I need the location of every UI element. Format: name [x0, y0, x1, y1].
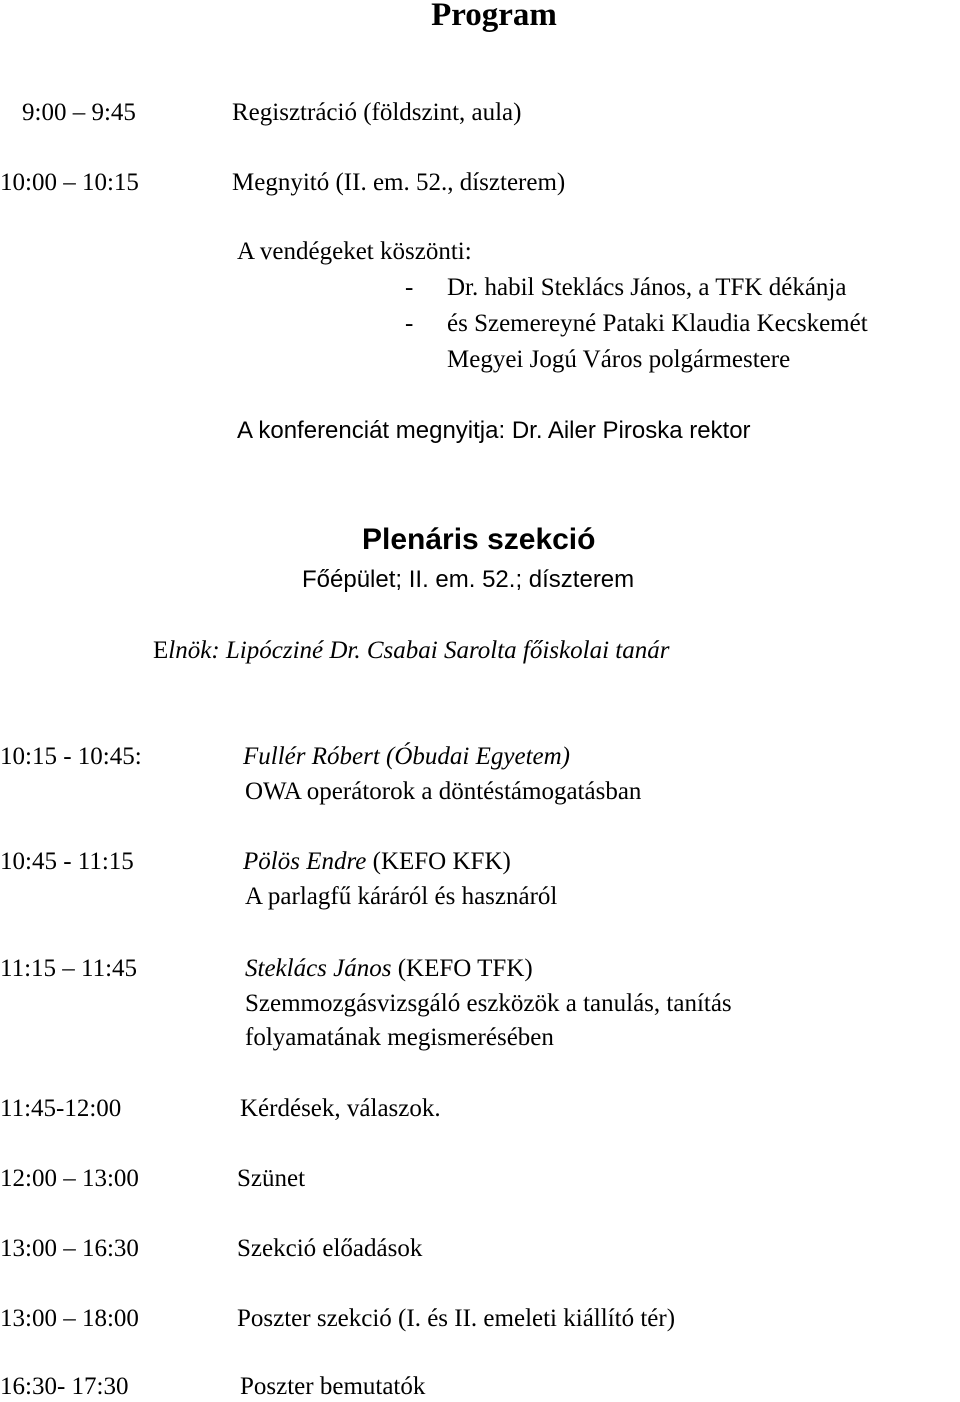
talk-speaker: Fullér Róbert (Óbudai Egyetem) [243, 743, 570, 770]
talk-speaker: Pölös Endre [243, 848, 367, 875]
welcome-intro: A vendégeket köszönti: [237, 238, 472, 265]
welcome-item: és Szemereyné Pataki Klaudia Kecskemét [447, 310, 868, 337]
welcome-item-continuation: Megyei Jogú Város polgármestere [447, 346, 791, 373]
talk-time: 11:15 – 11:45 [0, 955, 138, 982]
plenary-location: Főépület; II. em. 52.; díszterem [302, 566, 635, 593]
page-title: Program [431, 0, 557, 33]
talk-speaker-line [243, 742, 570, 772]
schedule-time: 9:00 – 9:45 [22, 99, 136, 126]
schedule-event: Szekció előadások [237, 1235, 423, 1262]
list-bullet: - [405, 274, 414, 301]
talk-speaker-line [243, 847, 511, 877]
talk-title: OWA operátorok a döntéstámogatásban [245, 778, 642, 805]
schedule-time: 13:00 – 18:00 [0, 1305, 139, 1332]
chair-name: lnök: Lipócziné Dr. Csabai Sarolta főiskolai tanár [168, 637, 670, 664]
chair-prefix: E [153, 637, 169, 664]
plenary-title: Plenáris szekció [362, 523, 596, 556]
plenary-chair [153, 636, 669, 666]
schedule-event: Regisztráció (földszint, aula) [232, 99, 522, 126]
schedule-time: 12:00 – 13:00 [0, 1165, 139, 1192]
talk-title: folyamatának megismerésében [245, 1024, 554, 1051]
welcome-item: Dr. habil Steklács János, a TFK dékánja [447, 274, 847, 301]
list-bullet: - [405, 310, 414, 337]
talk-title: A parlagfű káráról és hasznáról [245, 883, 558, 910]
talk-affiliation: (KEFO TFK) [391, 955, 533, 982]
talk-speaker-line [245, 954, 533, 984]
schedule-event: Poszter szekció (I. és II. emeleti kiállító tér) [237, 1305, 676, 1332]
opening-line: A konferenciát megnyitja: Dr. Ailer Piroska rektor [237, 417, 751, 444]
talk-affiliation: (KEFO KFK) [366, 848, 511, 875]
schedule-time: 16:30- 17:30 [0, 1373, 129, 1400]
schedule-time: 11:45-12:00 [0, 1095, 122, 1122]
schedule-event: Poszter bemutatók [240, 1373, 426, 1400]
schedule-time: 10:00 – 10:15 [0, 169, 139, 196]
schedule-time: 13:00 – 16:30 [0, 1235, 139, 1262]
schedule-event: Megnyitó (II. em. 52., díszterem) [232, 169, 566, 196]
talk-title: Szemmozgásvizsgáló eszközök a tanulás, tanítás [245, 990, 732, 1017]
schedule-event: Kérdések, válaszok. [240, 1095, 441, 1122]
schedule-event: Szünet [237, 1165, 306, 1192]
talk-speaker: Steklács János [245, 955, 392, 982]
talk-time: 10:45 - 11:15 [0, 848, 134, 875]
talk-time: 10:15 - 10:45: [0, 743, 142, 770]
